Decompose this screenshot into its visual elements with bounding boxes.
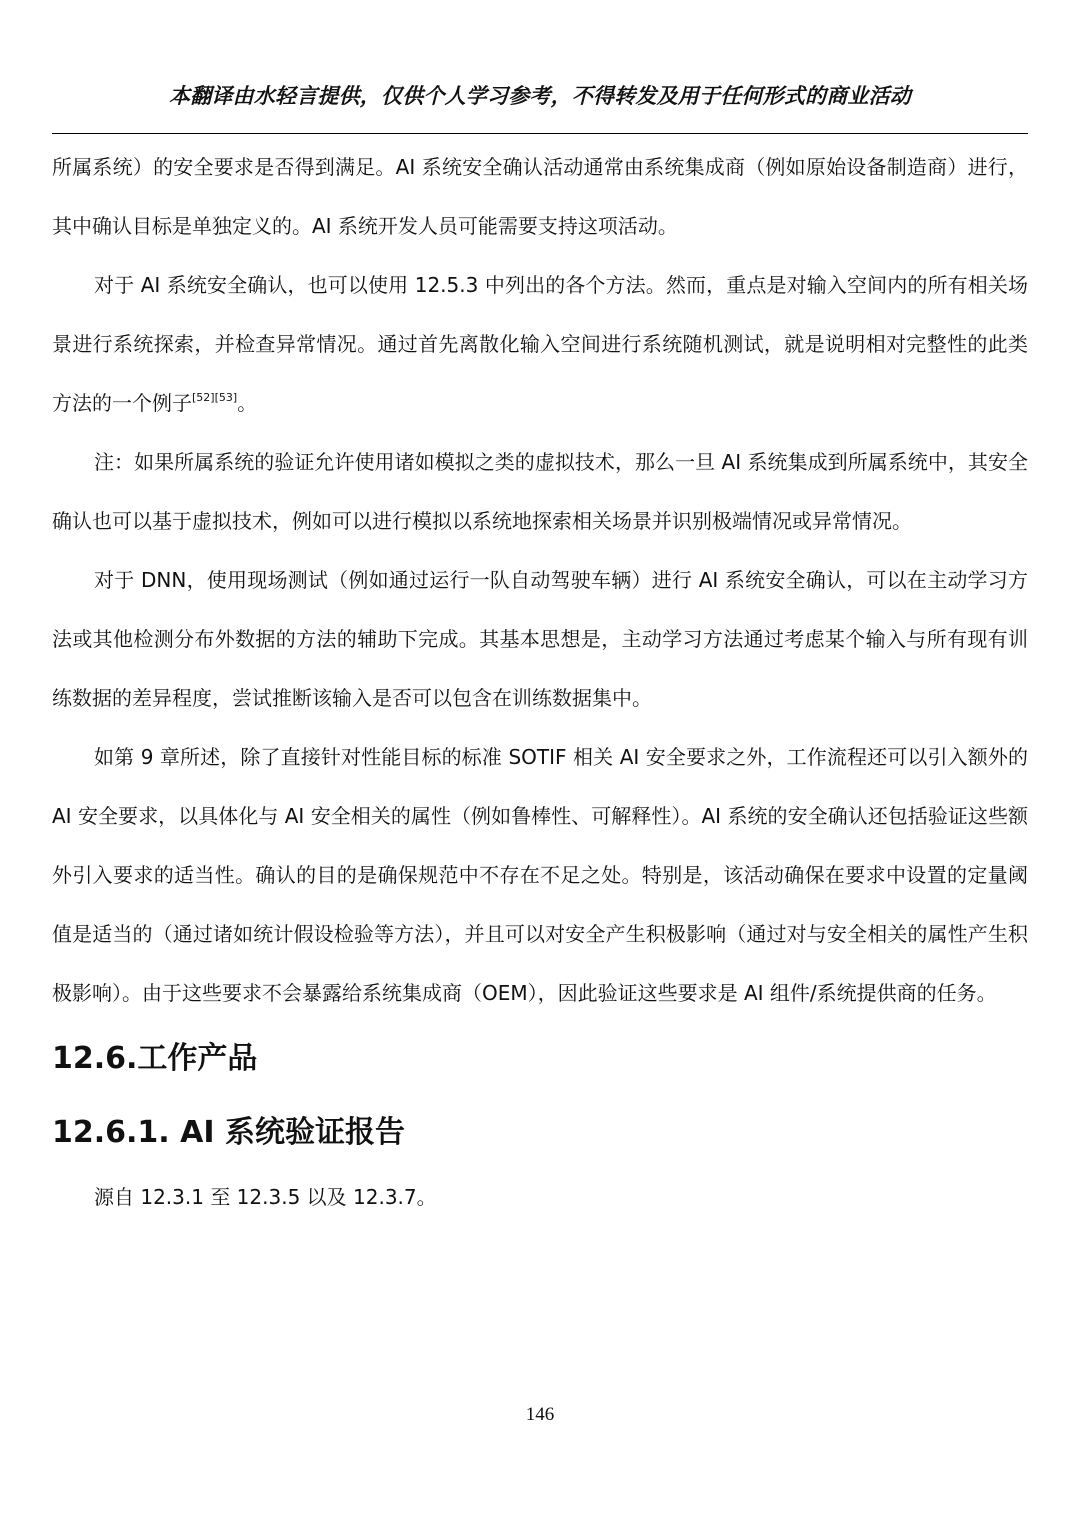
paragraph-continuation: 所属系统）的安全要求是否得到满足。AI 系统安全确认活动通常由系统集成商（例如原始设备制造商）进行，其中确认目标是单独定义的。AI 系统开发人员可能需要支持这项活动。 — [52, 155, 1028, 238]
paragraph-tail: 。 — [237, 391, 258, 415]
paragraph-text: 对于 AI 系统安全确认，也可以使用 12.5.3 中列出的各个方法。然而，重点是对输入空间内的所有相关场景进行系统探索，并检查异常情况。通过首先离散化输入空间进行系统随机测试，就是说明相对完整性的此类方法的一个例子 — [52, 273, 1028, 415]
source-reference-text: 源自 12.3.1 至 12.3.5 以及 12.3.7。 — [94, 1185, 437, 1209]
subsection-heading-verification-report: 12.6.1. AI 系统验证报告 — [52, 1115, 405, 1150]
paragraph-dnn-field-testing: 对于 DNN，使用现场测试（例如通过运行一队自动驾驶车辆）进行 AI 系统安全确认，可以在主动学习方法或其他检测分布外数据的方法的辅助下完成。其基本思想是，主动学习方法通过考虑某个输入与所有现有训练数据的差异程度，尝试推断该输入是否可以包含在训练数据集中。 — [52, 568, 1028, 710]
paragraph-additional-requirements: 如第 9 章所述，除了直接针对性能目标的标准 SOTIF 相关 AI 安全要求之外，工作流程还可以引入额外的 AI 安全要求，以具体化与 AI 安全相关的属性（例如鲁棒性、可解释性）。AI 系统的安全确认还包括验证这些额外引入要求的适当性。确认的目的是确保规范中不存在不足之处。特别是，该活动确保在要求中设置的定量阈值是适当的（通过诸如统计假设检验等方法），并且可以对安全产生积极影响（通过对与安全相关的属性产生积极影响）。由于这些要求不会暴露给系统集成商（OEM），因此验证这些要求是 AI 组件/系统提供商的任务。 — [52, 745, 1028, 1005]
page-number: 146 — [525, 1404, 555, 1425]
page-header: 本翻译由水轻言提供，仅供个人学习参考，不得转发及用于任何形式的商业活动 — [169, 84, 911, 108]
page-body — [52, 138, 1028, 1217]
paragraph-note: 注：如果所属系统的验证允许使用诸如模拟之类的虚拟技术，那么一旦 AI 系统集成到所属系统中，其安全确认也可以基于虚拟技术，例如可以进行模拟以系统地探索相关场景并识别极端情况或异常情况。 — [52, 450, 1028, 533]
section-heading-work-products: 12.6.工作产品 — [52, 1041, 258, 1076]
paragraph-validation-methods — [52, 256, 1028, 433]
header-divider — [52, 133, 1028, 134]
citation-reference: [52][53] — [192, 391, 238, 404]
